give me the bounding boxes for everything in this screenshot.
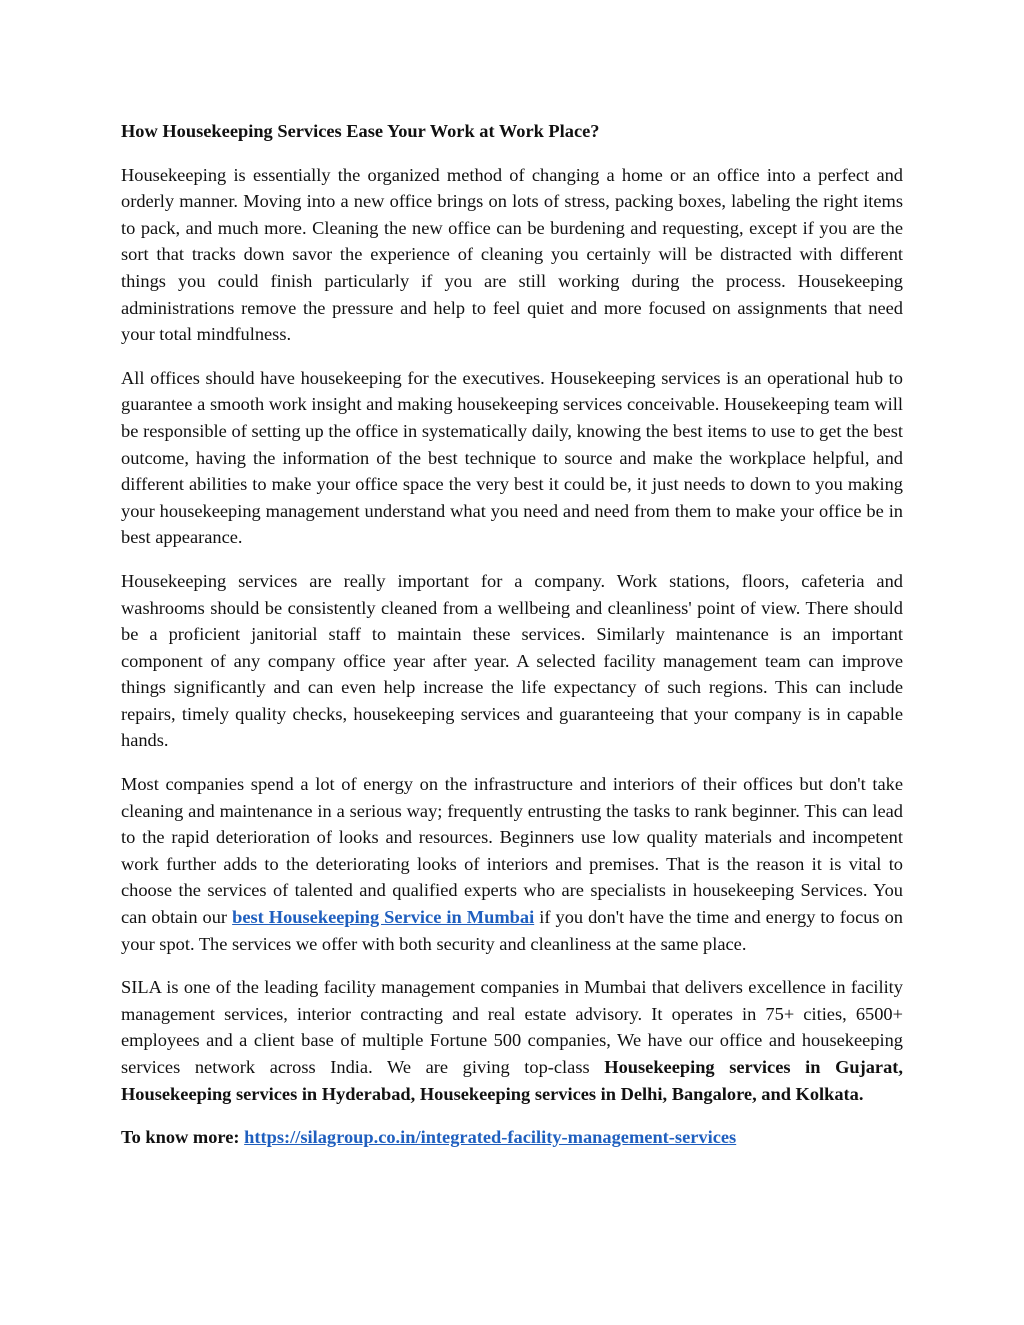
paragraph-companies-text: Most companies spend a lot of energy on the infrastructure and interiors of their offices but don't take cleaning and maintenance in a serious way; frequently entrusting the tasks to rank beginner. This can lead to the rapid deterioration of looks and resources. Beginners use low quality materials and incompetent work further adds to the deteriorating looks of interiors and premises. That is the reason it is vital to choose the services of talented and qualified experts who are specialists in housekeeping Services. You can obtain our xyxy=(121,774,903,928)
paragraph-companies-text-end: if you don't have the time and energy to focus on your spot. The services we offer with both security and cleanliness at the same place. xyxy=(121,907,903,954)
know-more-label: To know more: xyxy=(121,1127,245,1148)
paragraph-importance: Housekeeping services are really important for a company. Work stations, floors, cafeteria and washrooms should be consistently cleaned from a wellbeing and cleanliness' point of view. There should be a proficient janitorial staff to maintain these services. Similarly maintenance is an important component of any company office year after year. A selected facility management team can improve things significantly and can even help increase the life expectancy of such regions. This can include repairs, timely quality checks, housekeeping services and guaranteeing that your company is in capable hands. xyxy=(121,570,903,751)
paragraph-intro: Housekeeping is essentially the organized method of changing a home or an office into a perfect and orderly manner. Moving into a new office brings on lots of stress, packing boxes, labeling the right items to pack, and much more. Cleaning the new office can be burdening and requesting, except if you are the sort that tracks down savor the experience of cleaning you certainly will be distracted with different things you could finish particularly if you are still working during the process. Housekeeping administrations remove the pressure and help to feel quiet and more focused on assignments that need your total mindfulness. xyxy=(121,164,903,345)
housekeeping-mumbai-link[interactable]: best Housekeeping Service in Mumbai xyxy=(232,907,535,928)
paragraph-sila-text: SILA is one of the leading facility management companies in Mumbai that delivers excellence in facility management services, interior contracting and real estate advisory. It operates in 75+ cities, 6500+ employees and a client base of multiple Fortune 500 companies, We have our office and housekeeping services network across India. We are giving top-class xyxy=(121,977,903,1077)
paragraph-companies xyxy=(121,771,903,957)
sila-website-link[interactable]: https://silagroup.co.in/integrated-facility-management-services xyxy=(244,1127,737,1148)
document-title: How Housekeeping Services Ease Your Work at Work Place? xyxy=(121,121,600,141)
know-more-line xyxy=(121,1124,903,1151)
paragraph-sila-bold-services: Housekeeping services in Gujarat, Housekeeping services in Hyderabad, Housekeeping services in Delhi, Bangalore, and Kolkata. xyxy=(121,1057,903,1104)
paragraph-offices: All offices should have housekeeping for the executives. Housekeeping services is an operational hub to guarantee a smooth work insight and making housekeeping services conceivable. Housekeeping team will be responsible of setting up the office in systematically daily, knowing the best items to use to get the best outcome, having the information of the best technique to source and make the workplace helpful, and different abilities to make your office space the very best it could be, it just needs to down to you making your housekeeping management understand what you need and need from them to make your office be in best appearance. xyxy=(121,367,903,548)
paragraph-sila xyxy=(121,974,903,1107)
document-body xyxy=(121,118,903,1168)
